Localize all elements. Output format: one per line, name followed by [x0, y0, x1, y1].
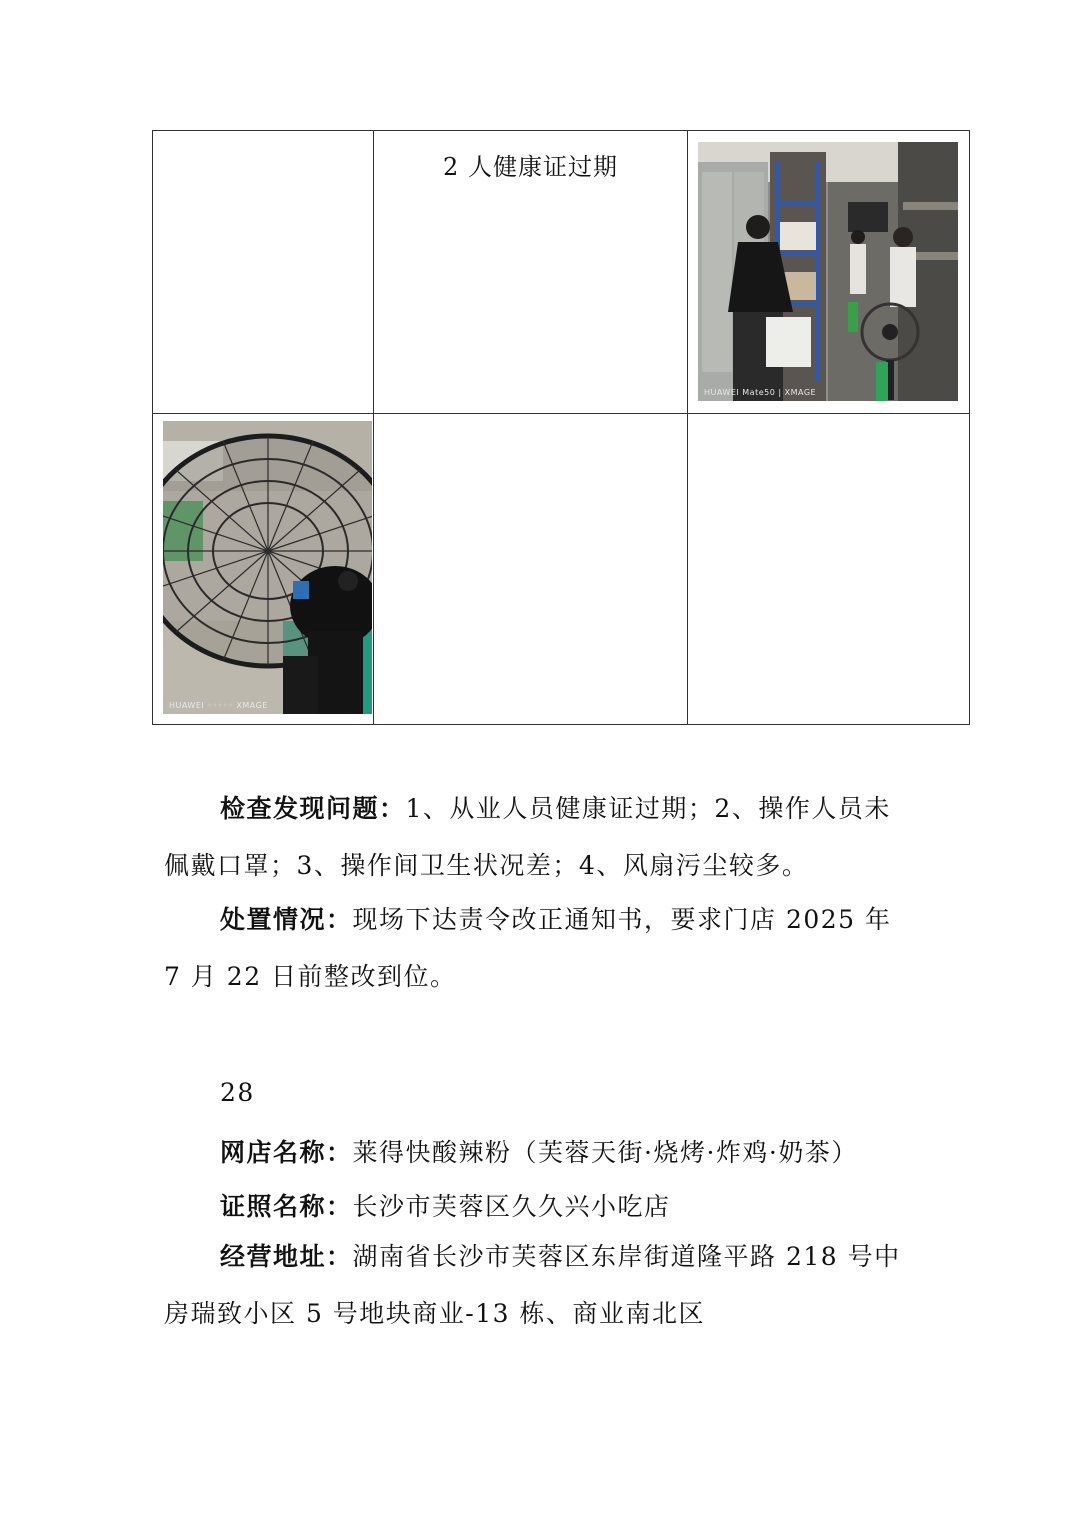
photo-watermark: HUAWEI Mate50 | XMAGE [704, 388, 817, 397]
issues-text: 1、从业人员健康证过期；2、操作人员未佩戴口罩；3、操作间卫生状况差；4、风扇污尘较多。 [164, 794, 891, 880]
table-cell-photo [153, 414, 374, 725]
table-cell-empty [153, 131, 374, 414]
table-cell-empty [374, 414, 688, 725]
entry-number: 28 [220, 1078, 255, 1107]
address-line [164, 1228, 916, 1342]
finding-text: 2 人健康证过期 [443, 153, 618, 181]
shop-name-line [220, 1133, 858, 1169]
table-cell-finding [374, 131, 688, 414]
kitchen-photo [698, 142, 958, 401]
photo-watermark: HUAWEI ◦◦◦◦◦ XMAGE [169, 701, 268, 710]
disposal-text: 现场下达责令改正通知书，要求门店 2025 年 7 月 22 日前整改到位。 [164, 905, 892, 991]
fan-photo [163, 421, 372, 714]
disposal-label: 处置情况： [220, 905, 353, 934]
address-value: 湖南省长沙市芙蓉区东岸街道隆平路 218 号中房瑞致小区 5 号地块商业-13 栋、商业南北区 [164, 1242, 901, 1328]
address-label: 经营地址： [220, 1242, 353, 1271]
issues-label: 检查发现问题： [220, 794, 406, 823]
inspection-issues [164, 780, 916, 894]
shop-label: 网店名称： [220, 1138, 353, 1167]
disposal-status [164, 891, 916, 1005]
evidence-table [152, 130, 970, 725]
license-value: 长沙市芙蓉区久久兴小吃店 [352, 1192, 671, 1221]
license-name-line [220, 1187, 671, 1223]
shop-value: 莱得快酸辣粉（芙蓉天街·烧烤·炸鸡·奶茶） [352, 1138, 858, 1167]
license-label: 证照名称： [220, 1192, 353, 1221]
table-cell-photo [688, 131, 970, 414]
table-cell-empty [688, 414, 970, 725]
